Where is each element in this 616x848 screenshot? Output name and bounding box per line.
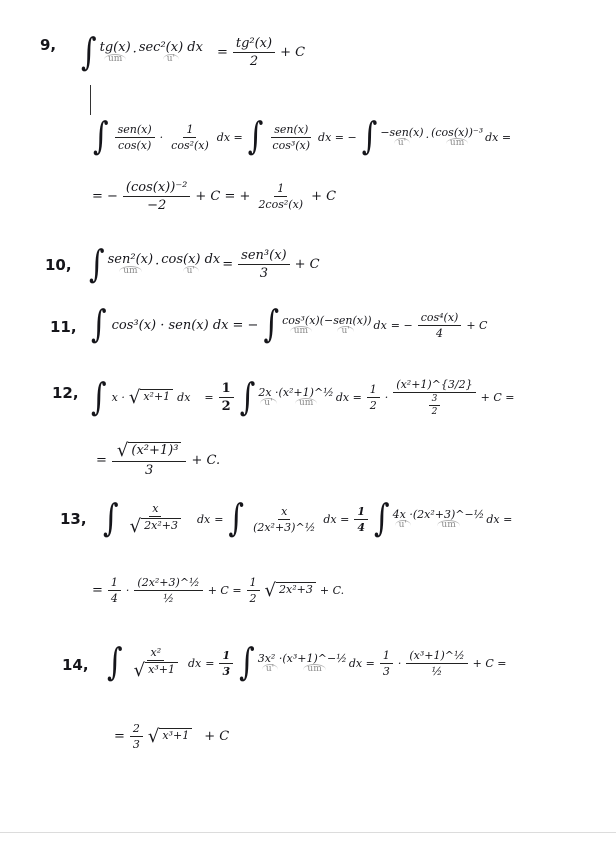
problem-9-line-3 (90, 180, 338, 213)
term-u: cos³(x) um (282, 313, 320, 336)
fraction: x √ 2x²+3 (125, 502, 186, 536)
coefficient: $\frac{1}{3}$ (380, 649, 393, 678)
result-fraction: $\frac{\text{tg²(x)}}{2}$ (233, 36, 275, 69)
square-root: √ 2x²+3 (265, 582, 316, 600)
term-u: (cos(x))⁻³ um (431, 125, 484, 148)
dot: · (132, 45, 137, 60)
problem-9-line-1 (78, 30, 307, 74)
fraction: √ (x²+1)³ 3 (112, 442, 187, 478)
integral-sign: ∫ (103, 496, 119, 541)
fraction: $\frac{\text{(x³+1)\textasciicircum{}½}}{\text{½}}$ (406, 649, 467, 678)
integral-sign: ∫ (239, 375, 256, 419)
term-du: −sen(x) u' (380, 125, 424, 148)
dot: · (425, 130, 430, 144)
fraction: $\frac{\text{cos⁴(x)}}{4}$ (418, 311, 462, 340)
square-root: √ x²+1 (129, 389, 173, 407)
equals: = (214, 512, 224, 526)
problem-12-line-1 (88, 375, 516, 419)
equals: = − (390, 318, 413, 332)
problem-12-line-2 (94, 442, 222, 478)
term-du: 2x · u' (258, 386, 279, 409)
term-du: (−sen(x)) u' (319, 313, 372, 336)
dx: dx (187, 656, 202, 670)
square-root: √ (x²+1)³ (117, 442, 182, 460)
problem-number-12: 12, (52, 384, 79, 402)
integral-sign: ∫ (228, 496, 245, 541)
term-u: tg(x) um (99, 40, 131, 65)
problem-10-line (86, 242, 322, 286)
dot: · (155, 257, 160, 272)
constant: + C (466, 318, 488, 332)
problem-13-line-1 (100, 496, 514, 541)
square-root: √ x³+1 (134, 662, 178, 680)
dx: dx (177, 391, 191, 404)
dx: dx (373, 318, 387, 332)
equals: = (216, 45, 228, 60)
term-du: 4x · u' (392, 507, 413, 530)
coefficient: $\frac{2}{3}$ (130, 722, 143, 751)
fraction: $\frac{1}{2}$ (367, 383, 380, 412)
dx: dx = (486, 512, 513, 526)
problem-14-line-1 (104, 640, 508, 685)
problem-number-10: 10, (45, 256, 72, 274)
term-du: sec²(x) dx u' (138, 40, 203, 65)
problem-number-11: 11, (50, 318, 77, 336)
term-u: sen²(x) um (107, 252, 154, 277)
integral-sign: ∫ (373, 496, 390, 541)
square-root: √ 2x²+3 (130, 518, 181, 536)
integral-sign: ∫ (263, 302, 280, 347)
problem-14-line-2 (112, 722, 231, 751)
integral-sign: ∫ (89, 242, 105, 286)
dx: dx = − (318, 130, 357, 144)
fraction: $\frac{\text{sen³(x)}}{3}$ (238, 248, 289, 281)
term-u: (x²+1)^½ um (278, 386, 334, 409)
dx: dx (196, 512, 211, 526)
problem-number-14: 14, (62, 656, 89, 674)
fraction: $\frac{1}{\text{cos²(x)}}$ (171, 122, 209, 152)
fraction: x² √ x³+1 (129, 646, 183, 680)
fraction: $\frac{\text{(2x²+3)\textasciicircum{}½}}{\text{½}}$ (134, 576, 202, 605)
constant: + C = (472, 656, 507, 670)
problem-number-13: 13, (60, 510, 87, 528)
constant: + C = (480, 391, 515, 404)
term-u: (x³+1)^−½ um (282, 651, 347, 674)
mid: + C = + (195, 189, 251, 204)
constant: + C (204, 729, 230, 744)
fraction: $\frac{\text{(x²+1)\textasciicircum{}\{3/2\}}}{\frac{3}{2}}$ (393, 378, 475, 417)
integral-sign: ∫ (361, 114, 378, 159)
constant: + C (280, 45, 306, 60)
margin-bar (90, 85, 91, 115)
fraction: $\frac{\text{sen(x)}}{\cos(x)}$ (115, 123, 155, 152)
fraction: $\frac{1}{\text{2cos²(x)}}$ (258, 182, 304, 211)
integral-sign: ∫ (91, 375, 107, 419)
coefficient: $\frac{1}{2}$ (247, 576, 260, 605)
problem-number-9: 9, (40, 36, 57, 54)
equals: = (205, 656, 215, 670)
dot: · (159, 130, 164, 144)
factor: x · (111, 391, 125, 404)
integral-sign: ∫ (107, 640, 123, 685)
coefficient: $\frac{1}{4}$ (354, 505, 368, 534)
problem-11-line (88, 302, 489, 347)
problem-9-line-2 (90, 114, 513, 159)
dx: dx = (323, 512, 350, 526)
integral-sign: ∫ (91, 302, 107, 347)
equals: = − (232, 317, 259, 333)
problem-13-line-2 (90, 576, 346, 605)
page-bottom-edge (0, 832, 616, 833)
fraction: $\frac{x}{\text{(2x²+3)\textasciicircum{}½}}$ (253, 504, 316, 534)
coefficient: $\frac{1}{3}$ (219, 649, 233, 678)
dx: dx = (485, 130, 512, 144)
lead: = − (92, 189, 118, 204)
constant: + C (311, 189, 337, 204)
lead: = (114, 729, 125, 744)
equals: = (204, 391, 214, 404)
coefficient: $\frac{1}{4}$ (108, 576, 121, 605)
lead: = (96, 452, 107, 468)
dot: · (397, 656, 402, 670)
integral-sign: ∫ (239, 640, 255, 685)
fraction: $\frac{\text{(cos(x))⁻²}}{-2}$ (123, 180, 190, 213)
integrand: cos³(x) · sen(x) dx (111, 317, 229, 333)
constant: + C. (191, 452, 221, 468)
dot: · (384, 391, 389, 404)
dx: dx = (348, 656, 375, 670)
term-du: cos(x) dx u' (161, 252, 221, 277)
equals: = (222, 257, 234, 272)
dx: dx = (335, 391, 362, 404)
fraction: $\frac{\text{sen(x)}}{\text{cos³(x)}}$ (272, 122, 311, 152)
term-du: 3x² · u' (257, 651, 283, 674)
lead: = (92, 583, 103, 598)
integral-sign: ∫ (81, 30, 97, 74)
mid: + C = (207, 584, 242, 597)
constant: + C. (319, 584, 345, 597)
dx: dx = (216, 130, 243, 144)
constant: + C (294, 257, 320, 272)
coefficient: $\frac{1}{2}$ (219, 381, 234, 414)
dot: · (125, 584, 130, 597)
square-root: √ x³+1 (148, 728, 192, 746)
integral-sign: ∫ (93, 114, 109, 159)
integral-sign: ∫ (247, 114, 264, 159)
term-u: (2x²+3)^−½ um (412, 507, 485, 530)
